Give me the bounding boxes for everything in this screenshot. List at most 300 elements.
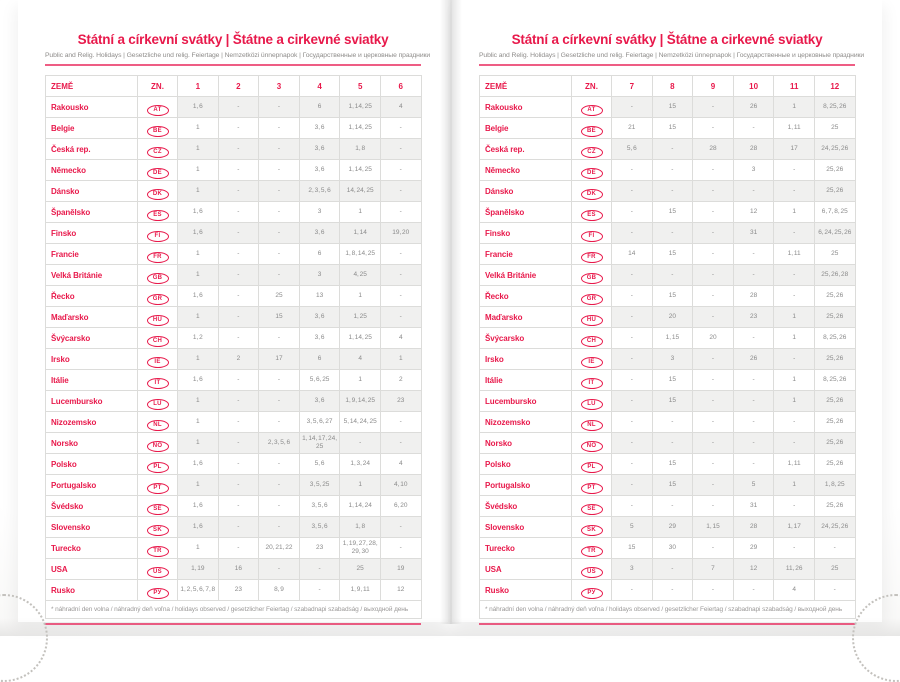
holiday-dates-cell: 19 bbox=[380, 559, 421, 580]
table-row bbox=[480, 517, 856, 538]
holiday-dates-cell: - bbox=[259, 370, 300, 391]
country-code-badge: IT bbox=[581, 378, 603, 389]
holiday-dates-cell: - bbox=[218, 391, 259, 412]
country-code-cell bbox=[138, 496, 178, 517]
country-code-cell bbox=[572, 580, 612, 601]
holiday-dates-cell: - bbox=[652, 496, 693, 517]
holiday-dates-cell: - bbox=[693, 265, 734, 286]
holiday-dates-cell: 15 bbox=[652, 391, 693, 412]
holiday-dates-cell: 25, 26 bbox=[814, 349, 855, 370]
table-row bbox=[480, 265, 856, 286]
country-name: Itálie bbox=[46, 370, 138, 391]
holiday-dates-cell: - bbox=[733, 391, 774, 412]
country-name: Portugalsko bbox=[46, 475, 138, 496]
holiday-dates-cell: 1 bbox=[178, 433, 219, 454]
country-code-cell bbox=[572, 412, 612, 433]
country-code-badge: FI bbox=[581, 231, 603, 242]
holiday-dates-cell: 1 bbox=[774, 370, 815, 391]
holiday-dates-cell: - bbox=[259, 454, 300, 475]
country-code-cell bbox=[138, 118, 178, 139]
holiday-dates-cell: - bbox=[693, 412, 734, 433]
country-name: Švýcarsko bbox=[480, 328, 572, 349]
holiday-dates-cell: - bbox=[612, 475, 653, 496]
table-row bbox=[46, 433, 422, 454]
country-code-badge: IE bbox=[581, 357, 603, 368]
holiday-dates-cell: - bbox=[259, 139, 300, 160]
table-row bbox=[46, 496, 422, 517]
country-code-cell bbox=[572, 265, 612, 286]
page-right bbox=[452, 0, 882, 622]
holiday-dates-cell: 1 bbox=[340, 475, 381, 496]
holiday-dates-cell: - bbox=[218, 475, 259, 496]
holiday-dates-cell: - bbox=[693, 433, 734, 454]
country-code-badge: PL bbox=[581, 462, 603, 473]
holiday-dates-cell: - bbox=[612, 391, 653, 412]
holiday-dates-cell: - bbox=[259, 391, 300, 412]
holiday-dates-cell: 12 bbox=[380, 580, 421, 601]
holiday-dates-cell: 1, 8 bbox=[340, 517, 381, 538]
country-name: Lucembursko bbox=[480, 391, 572, 412]
holiday-dates-cell: 1, 19 bbox=[178, 559, 219, 580]
holiday-dates-cell: 25, 26 bbox=[814, 433, 855, 454]
holiday-dates-cell: 13 bbox=[299, 286, 340, 307]
holiday-dates-cell: - bbox=[380, 118, 421, 139]
country-name: Rusko bbox=[480, 580, 572, 601]
table-row bbox=[480, 538, 856, 559]
country-code-cell bbox=[572, 517, 612, 538]
holiday-dates-cell: - bbox=[380, 265, 421, 286]
country-name: Norsko bbox=[46, 433, 138, 454]
holiday-dates-cell: 1, 2, 5, 6, 7, 8 bbox=[178, 580, 219, 601]
country-code-cell bbox=[572, 370, 612, 391]
country-name: Rakousko bbox=[46, 97, 138, 118]
country-code-badge: HU bbox=[581, 315, 603, 326]
country-code-badge: FR bbox=[147, 252, 169, 263]
holiday-dates-cell: - bbox=[693, 181, 734, 202]
country-name: Švédsko bbox=[46, 496, 138, 517]
country-name: Německo bbox=[480, 160, 572, 181]
holiday-dates-cell: 1 bbox=[774, 307, 815, 328]
country-code-cell bbox=[572, 475, 612, 496]
holiday-dates-cell: - bbox=[693, 391, 734, 412]
holiday-dates-cell: - bbox=[259, 475, 300, 496]
holiday-dates-cell: - bbox=[693, 286, 734, 307]
country-name: Maďarsko bbox=[46, 307, 138, 328]
holiday-dates-cell: 1 bbox=[178, 412, 219, 433]
header-month: 8 bbox=[652, 76, 693, 97]
holiday-dates-cell: 3, 5, 6, 27 bbox=[299, 412, 340, 433]
holiday-dates-cell: - bbox=[612, 328, 653, 349]
holiday-dates-cell: - bbox=[380, 412, 421, 433]
table-row bbox=[480, 496, 856, 517]
country-code-cell bbox=[138, 370, 178, 391]
holiday-dates-cell: 3 bbox=[652, 349, 693, 370]
holiday-dates-cell: 1 bbox=[774, 97, 815, 118]
country-code-badge: US bbox=[147, 567, 169, 578]
holiday-dates-cell: - bbox=[259, 559, 300, 580]
country-code-cell bbox=[572, 181, 612, 202]
holiday-dates-cell: 1, 6 bbox=[178, 496, 219, 517]
country-name: Slovensko bbox=[480, 517, 572, 538]
country-name: Velká Británie bbox=[480, 265, 572, 286]
holiday-dates-cell: 25, 26 bbox=[814, 454, 855, 475]
holiday-dates-cell: - bbox=[693, 160, 734, 181]
table-footer bbox=[480, 601, 856, 619]
country-code-badge: GR bbox=[147, 294, 169, 305]
holiday-dates-cell: 15 bbox=[652, 370, 693, 391]
country-code-cell bbox=[138, 307, 178, 328]
country-code-badge: ES bbox=[147, 210, 169, 221]
country-code-badge: NL bbox=[147, 420, 169, 431]
country-name: Dánsko bbox=[46, 181, 138, 202]
holiday-dates-cell: 1, 14, 24 bbox=[340, 496, 381, 517]
holiday-dates-cell: 1, 25 bbox=[340, 307, 381, 328]
country-name: Švédsko bbox=[480, 496, 572, 517]
country-code-cell bbox=[138, 412, 178, 433]
holiday-dates-cell: 7 bbox=[693, 559, 734, 580]
country-code-badge: DK bbox=[147, 189, 169, 200]
country-code-cell bbox=[572, 202, 612, 223]
country-name: Belgie bbox=[46, 118, 138, 139]
table-row bbox=[46, 97, 422, 118]
holiday-dates-cell: 25, 26 bbox=[814, 181, 855, 202]
holiday-dates-cell: - bbox=[774, 412, 815, 433]
holiday-dates-cell: 15 bbox=[652, 244, 693, 265]
country-code-cell bbox=[572, 559, 612, 580]
holiday-dates-cell: 1 bbox=[178, 538, 219, 559]
country-code-cell bbox=[138, 475, 178, 496]
country-code-cell bbox=[572, 160, 612, 181]
holiday-dates-cell: 3, 6 bbox=[299, 118, 340, 139]
country-code-badge: РУ bbox=[147, 588, 169, 599]
table-row bbox=[46, 223, 422, 244]
holiday-dates-cell: - bbox=[218, 202, 259, 223]
table-row bbox=[480, 160, 856, 181]
table-row bbox=[46, 454, 422, 475]
holiday-dates-cell: - bbox=[218, 160, 259, 181]
table-row bbox=[480, 97, 856, 118]
holiday-dates-cell: - bbox=[259, 496, 300, 517]
holiday-dates-cell: 25 bbox=[814, 244, 855, 265]
table-row bbox=[46, 286, 422, 307]
holiday-dates-cell: 2 bbox=[380, 370, 421, 391]
header-month: 6 bbox=[380, 76, 421, 97]
country-code-cell bbox=[572, 244, 612, 265]
country-name: Nizozemsko bbox=[480, 412, 572, 433]
country-code-badge: CZ bbox=[147, 147, 169, 158]
country-name: Irsko bbox=[46, 349, 138, 370]
country-name: Nizozemsko bbox=[46, 412, 138, 433]
country-name: Norsko bbox=[480, 433, 572, 454]
country-code-badge: NO bbox=[581, 441, 603, 452]
holiday-dates-cell: 17 bbox=[259, 349, 300, 370]
header-country: ZEMĚ bbox=[46, 76, 138, 97]
country-name: Belgie bbox=[480, 118, 572, 139]
table-row bbox=[46, 538, 422, 559]
table-header bbox=[46, 76, 422, 97]
holiday-dates-cell: - bbox=[380, 286, 421, 307]
country-code-cell bbox=[572, 496, 612, 517]
table-row bbox=[46, 391, 422, 412]
footnote: * náhradní den volna / náhradný deň voľna / holidays observed / gesetzlicher Feiertag / szabadnapi szabadság / выходной день bbox=[480, 601, 856, 619]
holiday-dates-cell: 1 bbox=[178, 244, 219, 265]
holiday-dates-cell: - bbox=[733, 580, 774, 601]
table-row bbox=[480, 349, 856, 370]
holiday-dates-cell: 15 bbox=[652, 475, 693, 496]
holiday-dates-cell: - bbox=[774, 433, 815, 454]
country-code-badge: BE bbox=[581, 126, 603, 137]
holiday-dates-cell: - bbox=[733, 370, 774, 391]
holiday-dates-cell: - bbox=[259, 328, 300, 349]
header-month: 7 bbox=[612, 76, 653, 97]
holiday-dates-cell: - bbox=[259, 223, 300, 244]
holiday-dates-cell: - bbox=[774, 160, 815, 181]
country-code-cell bbox=[572, 538, 612, 559]
holiday-dates-cell: 14 bbox=[612, 244, 653, 265]
country-name: Rakousko bbox=[480, 97, 572, 118]
holiday-dates-cell: - bbox=[652, 559, 693, 580]
holiday-dates-cell: - bbox=[380, 181, 421, 202]
holiday-dates-cell: 15 bbox=[652, 118, 693, 139]
country-code-badge: BE bbox=[147, 126, 169, 137]
country-code-cell bbox=[572, 349, 612, 370]
country-code-badge: LU bbox=[147, 399, 169, 410]
holiday-dates-cell: 15 bbox=[652, 97, 693, 118]
table-row bbox=[480, 454, 856, 475]
country-name: Lucembursko bbox=[46, 391, 138, 412]
header-month: 3 bbox=[259, 76, 300, 97]
holiday-dates-cell: 1 bbox=[178, 307, 219, 328]
holiday-dates-cell: 1 bbox=[774, 328, 815, 349]
holiday-dates-cell: 4 bbox=[380, 454, 421, 475]
holiday-dates-cell: - bbox=[733, 118, 774, 139]
holiday-dates-cell: - bbox=[380, 160, 421, 181]
country-code-badge: US bbox=[581, 567, 603, 578]
holiday-dates-cell: 25 bbox=[259, 286, 300, 307]
country-name: Řecko bbox=[480, 286, 572, 307]
country-name: Turecko bbox=[46, 538, 138, 559]
header-month: 2 bbox=[218, 76, 259, 97]
holiday-dates-cell: - bbox=[774, 181, 815, 202]
holiday-dates-cell: - bbox=[218, 265, 259, 286]
country-code-cell bbox=[572, 139, 612, 160]
holiday-dates-cell: - bbox=[612, 496, 653, 517]
holiday-dates-cell: 8, 9 bbox=[259, 580, 300, 601]
holiday-dates-cell: 1, 9, 11 bbox=[340, 580, 381, 601]
header-month: 11 bbox=[774, 76, 815, 97]
holiday-dates-cell: 3 bbox=[299, 202, 340, 223]
holiday-dates-cell: 29 bbox=[733, 538, 774, 559]
table-row bbox=[46, 139, 422, 160]
holiday-dates-cell: 4 bbox=[774, 580, 815, 601]
country-name: Švýcarsko bbox=[46, 328, 138, 349]
header-month: 5 bbox=[340, 76, 381, 97]
country-code-badge: GB bbox=[147, 273, 169, 284]
holiday-dates-cell: 1, 8, 14, 25 bbox=[340, 244, 381, 265]
country-code-badge: IT bbox=[147, 378, 169, 389]
header-month: 4 bbox=[299, 76, 340, 97]
country-code-cell bbox=[138, 328, 178, 349]
country-code-cell bbox=[138, 286, 178, 307]
holiday-dates-cell: - bbox=[340, 433, 381, 454]
holiday-dates-cell: 23 bbox=[299, 538, 340, 559]
table-row bbox=[46, 118, 422, 139]
holiday-dates-cell: - bbox=[259, 517, 300, 538]
country-name: Česká rep. bbox=[46, 139, 138, 160]
holiday-dates-cell: 1, 3, 24 bbox=[340, 454, 381, 475]
country-code-cell bbox=[138, 454, 178, 475]
holiday-dates-cell: 29 bbox=[652, 517, 693, 538]
holiday-dates-cell: - bbox=[733, 412, 774, 433]
country-code-cell bbox=[138, 538, 178, 559]
holiday-dates-cell: 1, 2 bbox=[178, 328, 219, 349]
holiday-dates-cell: - bbox=[380, 517, 421, 538]
holiday-dates-cell: - bbox=[733, 244, 774, 265]
country-code-cell bbox=[138, 433, 178, 454]
country-code-cell bbox=[138, 97, 178, 118]
holiday-dates-cell: - bbox=[612, 370, 653, 391]
holiday-dates-cell: 1, 6 bbox=[178, 223, 219, 244]
holiday-dates-cell: - bbox=[652, 412, 693, 433]
country-code-badge: РУ bbox=[581, 588, 603, 599]
holiday-dates-cell: 1, 11 bbox=[774, 454, 815, 475]
table-row bbox=[46, 307, 422, 328]
holiday-dates-cell: 1, 8 bbox=[340, 139, 381, 160]
holiday-dates-cell: 23 bbox=[733, 307, 774, 328]
country-code-cell bbox=[138, 181, 178, 202]
holiday-dates-cell: - bbox=[380, 244, 421, 265]
table-footer bbox=[46, 601, 422, 619]
country-code-badge: SE bbox=[581, 504, 603, 515]
holiday-dates-cell: - bbox=[612, 307, 653, 328]
holiday-dates-cell: 15 bbox=[652, 202, 693, 223]
holiday-dates-cell: 1 bbox=[178, 391, 219, 412]
holiday-dates-cell: - bbox=[693, 118, 734, 139]
title-rule bbox=[45, 64, 421, 66]
holiday-dates-cell: - bbox=[612, 265, 653, 286]
holiday-dates-cell: 1, 19, 27, 28, 29, 30 bbox=[340, 538, 381, 559]
page-subtitle: Public and Relig. Holidays | Gesetzliche und relig. Feiertage | Nemzetközi ünnepnapok | Государственные и церковные праздники bbox=[45, 52, 431, 59]
holiday-dates-cell: 15 bbox=[612, 538, 653, 559]
country-code-badge: NL bbox=[581, 420, 603, 431]
holiday-dates-cell: 1 bbox=[774, 202, 815, 223]
holiday-dates-cell: 5, 14, 24, 25 bbox=[340, 412, 381, 433]
holiday-dates-cell: - bbox=[612, 454, 653, 475]
holiday-dates-cell: - bbox=[218, 181, 259, 202]
holiday-dates-cell: - bbox=[693, 538, 734, 559]
holiday-dates-cell: - bbox=[612, 97, 653, 118]
holiday-dates-cell: 4, 10 bbox=[380, 475, 421, 496]
holiday-dates-cell: 1, 14, 25 bbox=[340, 160, 381, 181]
country-name: Itálie bbox=[480, 370, 572, 391]
holiday-dates-cell: 31 bbox=[733, 496, 774, 517]
holiday-dates-cell: 3 bbox=[733, 160, 774, 181]
holiday-dates-cell: 5, 6 bbox=[299, 454, 340, 475]
holiday-dates-cell: 6, 24, 25, 26 bbox=[814, 223, 855, 244]
holiday-dates-cell: - bbox=[380, 433, 421, 454]
holiday-dates-cell: - bbox=[774, 349, 815, 370]
holiday-dates-cell: 8, 25, 26 bbox=[814, 328, 855, 349]
table-row bbox=[46, 517, 422, 538]
table-row bbox=[46, 580, 422, 601]
country-code-badge: PT bbox=[581, 483, 603, 494]
holiday-dates-cell: 20 bbox=[693, 328, 734, 349]
header-month: 1 bbox=[178, 76, 219, 97]
holiday-dates-cell: 6 bbox=[299, 244, 340, 265]
holiday-dates-cell: 1, 14, 17, 24, 25 bbox=[299, 433, 340, 454]
header-month: 10 bbox=[733, 76, 774, 97]
holiday-dates-cell: 3, 6 bbox=[299, 391, 340, 412]
holiday-dates-cell: - bbox=[612, 286, 653, 307]
holiday-dates-cell: 11, 26 bbox=[774, 559, 815, 580]
holiday-dates-cell: 1 bbox=[178, 181, 219, 202]
table-header bbox=[480, 76, 856, 97]
holiday-dates-cell: 1 bbox=[178, 475, 219, 496]
holiday-dates-cell: - bbox=[218, 433, 259, 454]
holiday-dates-cell: - bbox=[693, 475, 734, 496]
holiday-dates-cell: - bbox=[652, 580, 693, 601]
country-code-badge: CH bbox=[147, 336, 169, 347]
holiday-dates-cell: - bbox=[652, 139, 693, 160]
country-code-badge: ES bbox=[581, 210, 603, 221]
country-code-cell bbox=[138, 517, 178, 538]
holiday-dates-cell: 2, 3, 5, 6 bbox=[299, 181, 340, 202]
table-row bbox=[480, 370, 856, 391]
holiday-dates-cell: - bbox=[612, 349, 653, 370]
holiday-dates-cell: - bbox=[612, 181, 653, 202]
country-code-cell bbox=[572, 97, 612, 118]
holiday-dates-cell: 25 bbox=[814, 118, 855, 139]
holiday-dates-cell: - bbox=[259, 412, 300, 433]
holiday-dates-cell: - bbox=[814, 538, 855, 559]
holiday-dates-cell: - bbox=[652, 223, 693, 244]
holiday-dates-cell: 1 bbox=[178, 265, 219, 286]
holiday-dates-cell: - bbox=[218, 118, 259, 139]
holiday-dates-cell: 6 bbox=[299, 97, 340, 118]
holiday-dates-cell: 1, 6 bbox=[178, 286, 219, 307]
table-row bbox=[46, 181, 422, 202]
holiday-dates-cell: 12 bbox=[733, 202, 774, 223]
holiday-dates-cell: 20, 21, 22 bbox=[259, 538, 300, 559]
holiday-dates-cell: - bbox=[612, 433, 653, 454]
holiday-dates-cell: - bbox=[218, 517, 259, 538]
holiday-dates-cell: 4 bbox=[380, 328, 421, 349]
table-row bbox=[480, 328, 856, 349]
holiday-dates-cell: - bbox=[259, 202, 300, 223]
holiday-dates-cell: 8, 25, 26 bbox=[814, 370, 855, 391]
holiday-dates-cell: - bbox=[380, 538, 421, 559]
table-row bbox=[46, 412, 422, 433]
holiday-dates-cell: 28 bbox=[733, 139, 774, 160]
holiday-dates-cell: 1 bbox=[340, 286, 381, 307]
country-code-cell bbox=[138, 559, 178, 580]
holiday-dates-cell: - bbox=[218, 370, 259, 391]
table-row bbox=[480, 181, 856, 202]
holiday-dates-cell: 1 bbox=[178, 349, 219, 370]
holiday-dates-cell: - bbox=[259, 160, 300, 181]
footnote: * náhradní den volna / náhradný deň voľna / holidays observed / gesetzlicher Feiertag / szabadnapi szabadság / выходной день bbox=[46, 601, 422, 619]
holiday-dates-cell: 1, 6 bbox=[178, 454, 219, 475]
country-code-badge: GR bbox=[581, 294, 603, 305]
holiday-dates-cell: 25, 26 bbox=[814, 307, 855, 328]
holiday-dates-cell: - bbox=[733, 181, 774, 202]
holiday-dates-cell: 25, 26 bbox=[814, 286, 855, 307]
country-name: Dánsko bbox=[480, 181, 572, 202]
country-code-cell bbox=[572, 328, 612, 349]
holiday-dates-cell: 3, 6 bbox=[299, 328, 340, 349]
holiday-dates-cell: - bbox=[612, 223, 653, 244]
holiday-dates-cell: 28 bbox=[733, 286, 774, 307]
